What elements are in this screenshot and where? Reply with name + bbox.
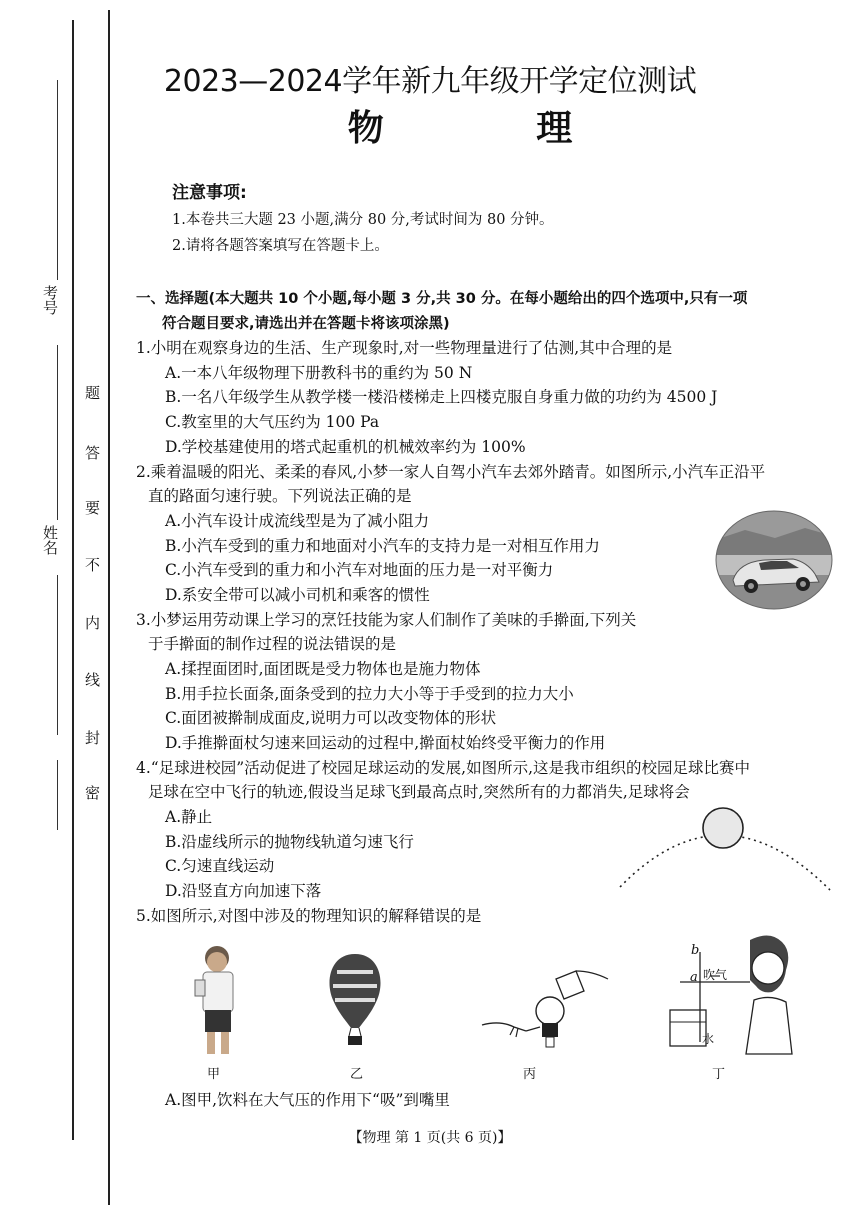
- subject-title: 物 理: [347, 108, 613, 149]
- q5-option-a: A.图甲,饮料在大气压的作用下“吸”到嘴里: [165, 1091, 450, 1109]
- football-icon: [703, 808, 743, 848]
- seal-char-5: 内: [83, 615, 101, 630]
- class-rule: [57, 760, 58, 830]
- q2-option-d: D.系安全带可以减小司机和乘客的惯性: [165, 586, 430, 604]
- seal-char-3: 要: [83, 500, 101, 515]
- figure-ding-blowing-straw: [660, 930, 800, 1055]
- page-footer: 【物理 第 1 页(共 6 页)】: [348, 1130, 512, 1146]
- q1-stem: 1.小明在观察身边的生活、生产现象时,对一些物理量进行了估测,其中合理的是: [136, 339, 673, 357]
- q4-stem-line2: 足球在空中飞行的轨迹,假设当足球飞到最高点时,突然所有的力都消失,足球将会: [148, 783, 690, 801]
- q4-stem-line1: 4.“足球进校园”活动促进了校园足球运动的发展,如图所示,这是我市组织的校园足球比赛中: [136, 759, 750, 777]
- notice-heading: 注意事项:: [172, 183, 247, 203]
- q4-option-d: D.沿竖直方向加速下落: [165, 882, 322, 900]
- exam-title: 2023—2024学年新九年级开学定位测试: [163, 64, 697, 99]
- q1-option-c: C.教室里的大气压约为 100 Pa: [165, 413, 380, 431]
- notice-item-1: 1.本卷共三大题 23 小题,满分 80 分,考试时间为 80 分钟。: [172, 212, 554, 228]
- q1-option-a: A.一本八年级物理下册教科书的重约为 50 N: [165, 364, 473, 382]
- seal-char-7: 封: [83, 730, 101, 745]
- q3-stem-line2: 于手擀面的制作过程的说法错误的是: [148, 635, 397, 653]
- q4-option-a: A.静止: [165, 808, 213, 826]
- q2-stem-line1: 2.乘着温暖的阳光、柔柔的春风,小梦一家人自驾小汽车去郊外踏青。如图所示,小汽车正沿平: [136, 463, 766, 481]
- name-label: 姓名: [41, 525, 59, 555]
- fig-ding-label-blow: 吹气: [703, 968, 728, 982]
- figure-yi-hot-air-balloon: [325, 952, 385, 1047]
- q2-option-c: C.小汽车受到的重力和小汽车对地面的压力是一对平衡力: [165, 561, 554, 579]
- seal-char-8: 密: [83, 785, 101, 800]
- fig-ding-label-a: a: [690, 970, 698, 985]
- caption-bing: 丙: [523, 1067, 537, 1082]
- seal-char-6: 线: [83, 672, 101, 687]
- car-photo: [715, 510, 833, 610]
- seal-char-4: 不: [83, 557, 101, 572]
- exam-no-label: 考号: [41, 285, 59, 315]
- q3-option-c: C.面团被擀制成面皮,说明力可以改变物体的形状: [165, 709, 497, 727]
- binding-line-left: [72, 20, 74, 1140]
- q3-option-a: A.揉捏面团时,面团既是受力物体也是施力物体: [165, 660, 481, 678]
- binding-line-right: [108, 10, 110, 1205]
- football-trajectory-figure: [612, 802, 837, 897]
- caption-yi: 乙: [350, 1067, 364, 1082]
- class-rule-2: [57, 575, 58, 735]
- section1-heading-line1: 一、选择题(本大题共 10 个小题,每小题 3 分,共 30 分。在每小题给出的四个选项中,只有一项: [136, 291, 748, 307]
- section1-heading-line2: 符合题目要求,请选出并在答题卡将该项涂黑): [162, 316, 450, 332]
- q3-stem-line1: 3.小梦运用劳动课上学习的烹饪技能为家人们制作了美味的手擀面,下列关: [136, 611, 637, 629]
- seal-char-1: 题: [83, 385, 101, 400]
- q3-option-b: B.用手拉长面条,面条受到的拉力大小等于手受到的拉力大小: [165, 685, 574, 703]
- q4-option-c: C.匀速直线运动: [165, 857, 275, 875]
- q3-option-d: D.手推擀面杖匀速来回运动的过程中,擀面杖始终受平衡力的作用: [165, 734, 606, 752]
- q5-stem: 5.如图所示,对图中涉及的物理知识的解释错误的是: [136, 907, 482, 925]
- caption-jia: 甲: [207, 1067, 221, 1082]
- q1-option-b: B.一名八年级学生从教学楼一楼沿楼梯走上四楼克服自身重力做的功约为 4500 J: [165, 388, 718, 406]
- name-rule: [57, 345, 58, 520]
- q2-option-a: A.小汽车设计成流线型是为了减小阻力: [165, 512, 430, 530]
- caption-ding: 丁: [712, 1067, 726, 1082]
- fig-ding-label-b: b: [691, 943, 700, 958]
- q4-option-b: B.沿虚线所示的抛物线轨道匀速飞行: [165, 833, 414, 851]
- q2-option-b: B.小汽车受到的重力和地面对小汽车的支持力是一对相互作用力: [165, 537, 600, 555]
- q2-stem-line2: 直的路面匀速行驶。下列说法正确的是: [148, 487, 412, 505]
- figure-jia-boy-drinking: [185, 940, 245, 1060]
- notice-item-2: 2.请将各题答案填写在答题卡上。: [172, 238, 389, 254]
- seal-char-2: 答: [83, 445, 101, 460]
- figure-bing-experiment: [480, 965, 610, 1050]
- q1-option-d: D.学校基建使用的塔式起重机的机械效率约为 100%: [165, 438, 526, 456]
- fig-ding-label-water: 水: [702, 1032, 715, 1046]
